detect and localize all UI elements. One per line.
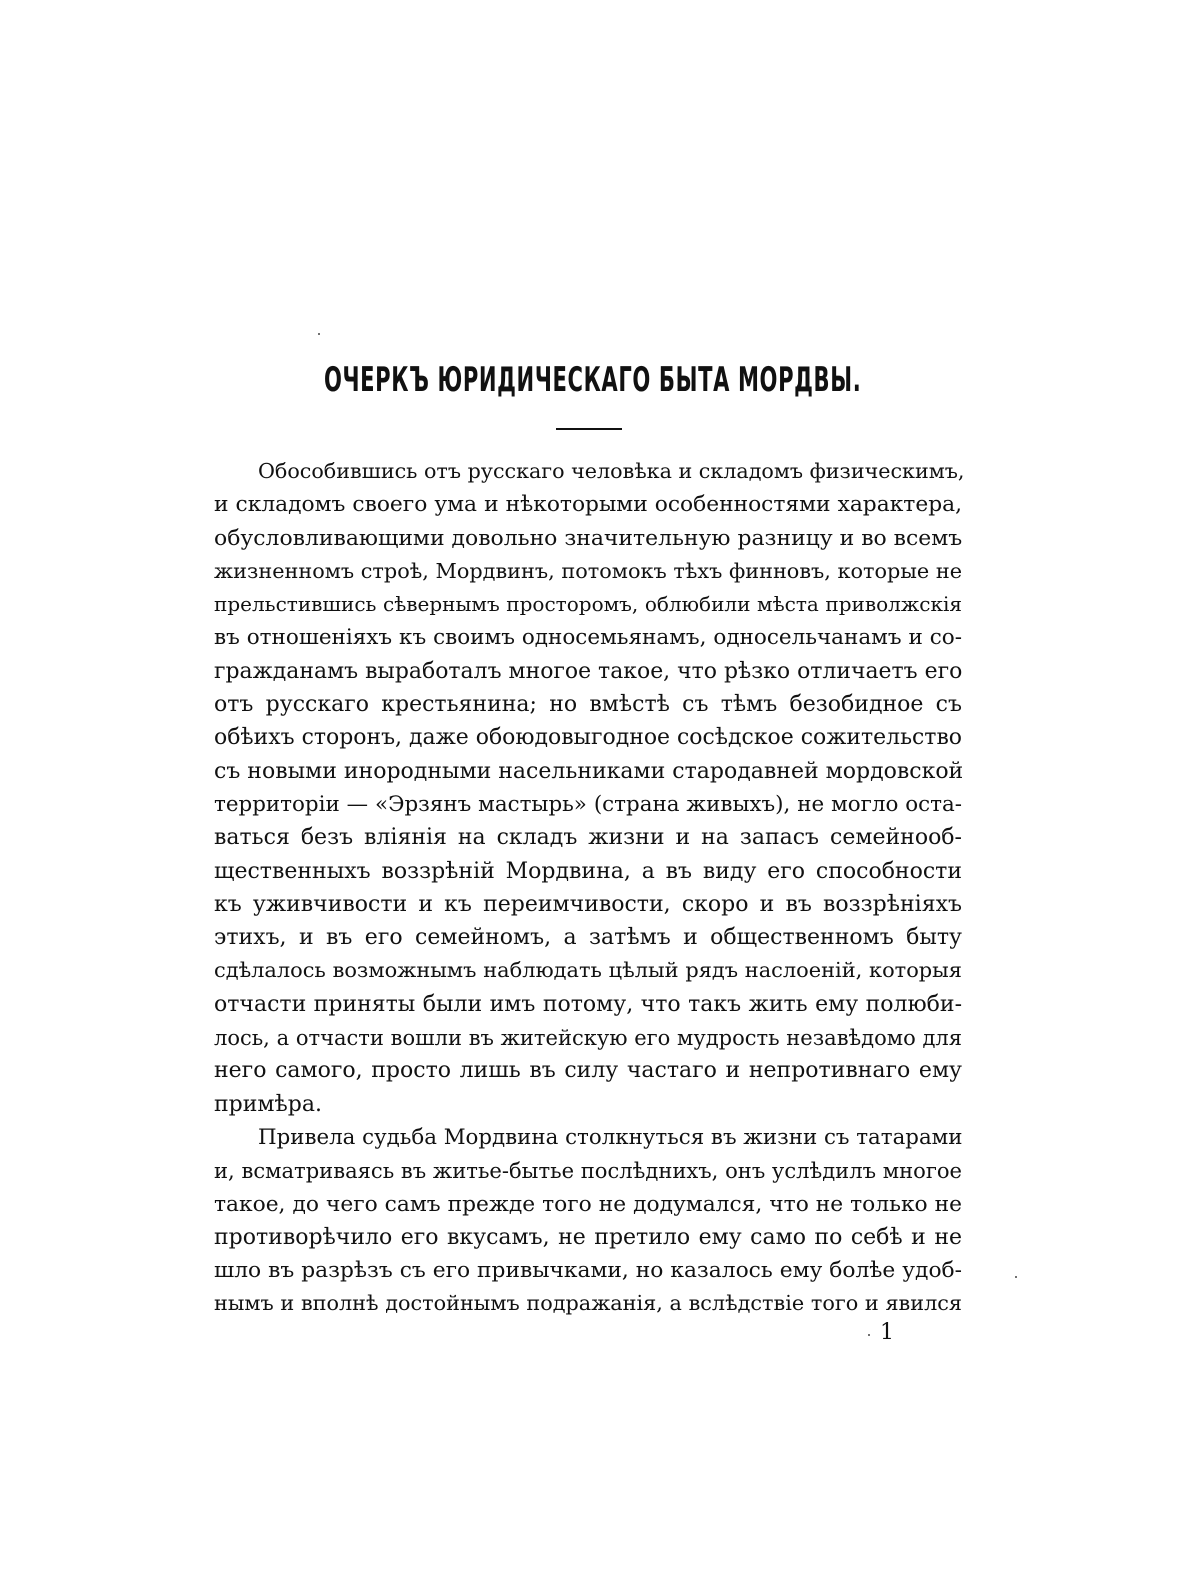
text-line: обусловливающими довольно значительную разницу и во всемъ (214, 525, 963, 551)
text-line: такое, до чего самъ прежде того не додумался, что не только не (214, 1191, 962, 1217)
text-line: примѣра. (214, 1091, 322, 1117)
text-line: въ отношеніяхъ къ своимъ односемьянамъ, односельчанамъ и со- (214, 625, 962, 651)
text-line: и, всматриваясь въ житье-бытье послѣднихъ, онъ услѣдилъ многое (214, 1158, 962, 1184)
text-line: отчасти приняты были имъ потому, что такъ жить ему полюби- (214, 991, 962, 1017)
text-line: этихъ, и въ его семейномъ, а затѣмъ и общественномъ быту (214, 925, 962, 951)
text-line: территоріи — «Эрзянъ мастырь» (страна живыхъ), не могло оста- (214, 791, 962, 817)
text-line: отъ русскаго крестьянина; но вмѣстѣ съ тѣмъ безобидное съ (214, 692, 962, 718)
page-number: 1 (880, 1320, 894, 1345)
text-line: щественныхъ воззрѣній Мордвина, а въ виду его способности (214, 858, 962, 884)
text-line: съ новыми инородными насельниками стародавней мордовской (214, 758, 964, 784)
text-line: ваться безъ вліянія на складъ жизни и на запасъ семейнооб- (214, 825, 962, 851)
text-line: Обособившись отъ русскаго человѣка и складомъ физическимъ, (258, 459, 965, 483)
text-line: гражданамъ выработалъ многое такое, что рѣзко отличаетъ его (214, 658, 963, 684)
text-line: шло въ разрѣзъ съ его привычками, но казалось ему болѣе удоб- (214, 1258, 962, 1284)
body-text (214, 455, 965, 1321)
text-line: и складомъ своего ума и нѣкоторыми особенностями характера, (214, 492, 962, 518)
text-line: обѣихъ сторонъ, даже обоюдовыгодное сосѣдское сожительство (214, 725, 962, 751)
text-line: Привела судьба Мордвина столкнуться въ жизни съ татарами (258, 1124, 963, 1150)
text-line: нымъ и вполнѣ достойнымъ подражанія, а вслѣдствіе того и явился (214, 1291, 962, 1316)
text-line: него самого, просто лишь въ силу частаго и непротивнаго ему (214, 1058, 962, 1084)
text-line: противорѣчило его вкусамъ, не претило ему само по себѣ и не (214, 1224, 962, 1250)
chapter-title: ОЧЕРКЪ ЮРИДИЧЕСКАГО БЫТА МОРДВЫ. (323, 360, 862, 400)
text-line: лось, а отчасти вошли въ житейскую его мудрость незавѣдомо для (214, 1025, 962, 1051)
print-speck (1015, 1276, 1017, 1278)
text-line: жизненномъ строѣ, Мордвинъ, потомокъ тѣхъ финновъ, которые не (214, 558, 962, 583)
text-line: прельстившись сѣвернымъ просторомъ, облюбили мѣста приволжскія (214, 592, 962, 617)
text-line: сдѣлалось возможнымъ наблюдать цѣлый рядъ наслоеній, которыя (214, 958, 962, 983)
print-speck (318, 333, 320, 335)
title-divider (556, 428, 622, 430)
text-line: къ уживчивости и къ переимчивости, скоро и въ воззрѣніяхъ (214, 891, 962, 917)
print-speck (868, 1334, 870, 1336)
